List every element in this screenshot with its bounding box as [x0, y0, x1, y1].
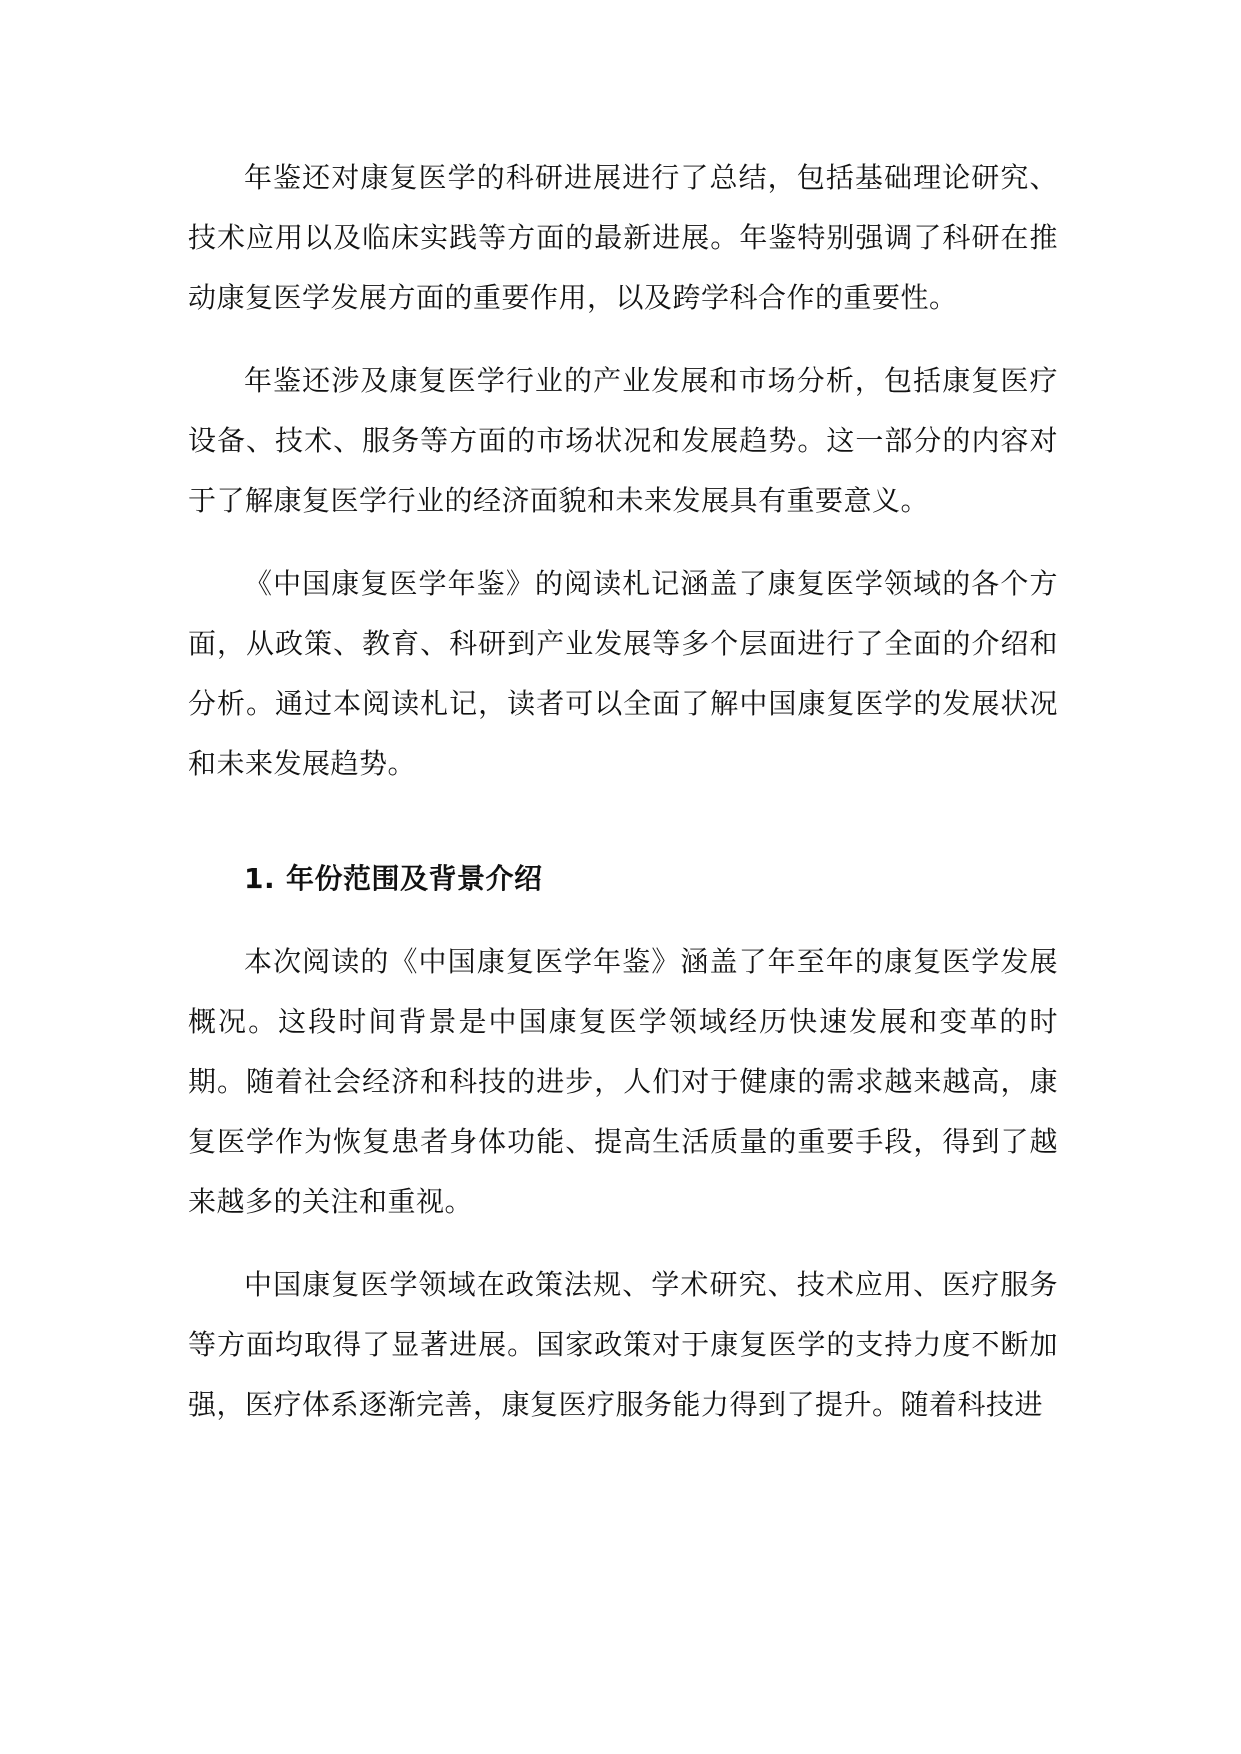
- document-body: [188, 148, 1058, 1458]
- section-number: 1.: [244, 862, 276, 895]
- paragraph-field-progress: 中国康复医学领域在政策法规、学术研究、技术应用、医疗服务等方面均取得了显著进展。国家政策对于康复医学的支持力度不断加强，医疗体系逐渐完善，康复医疗服务能力得到了提升。随着科技进: [188, 1268, 1058, 1421]
- paragraph-reading-notes-summary: 《中国康复医学年鉴》的阅读札记涵盖了康复医学领域的各个方面，从政策、教育、科研到产业发展等多个层面进行了全面的介绍和分析。通过本阅读札记，读者可以全面了解中国康复医学的发展状况和未来发展趋势。: [188, 567, 1058, 780]
- paragraph-research-progress: 年鉴还对康复医学的科研进展进行了总结，包括基础理论研究、技术应用以及临床实践等方面的最新进展。年鉴特别强调了科研在推动康复医学发展方面的重要作用，以及跨学科合作的重要性。: [188, 161, 1058, 314]
- section-title: 年份范围及背景介绍: [286, 862, 543, 895]
- paragraph-industry-market: 年鉴还涉及康复医学行业的产业发展和市场分析，包括康复医疗设备、技术、服务等方面的市场状况和发展趋势。这一部分的内容对于了解康复医学行业的经济面貌和未来发展具有重要意义。: [188, 364, 1058, 517]
- paragraph-year-range: 本次阅读的《中国康复医学年鉴》涵盖了年至年的康复医学发展概况。这段时间背景是中国康复医学领域经历快速发展和变革的时期。随着社会经济和科技的进步，人们对于健康的需求越来越高，康复医学作为恢复患者身体功能、提高生活质量的重要手段，得到了越来越多的关注和重视。: [188, 945, 1058, 1218]
- section-heading: [188, 849, 1058, 909]
